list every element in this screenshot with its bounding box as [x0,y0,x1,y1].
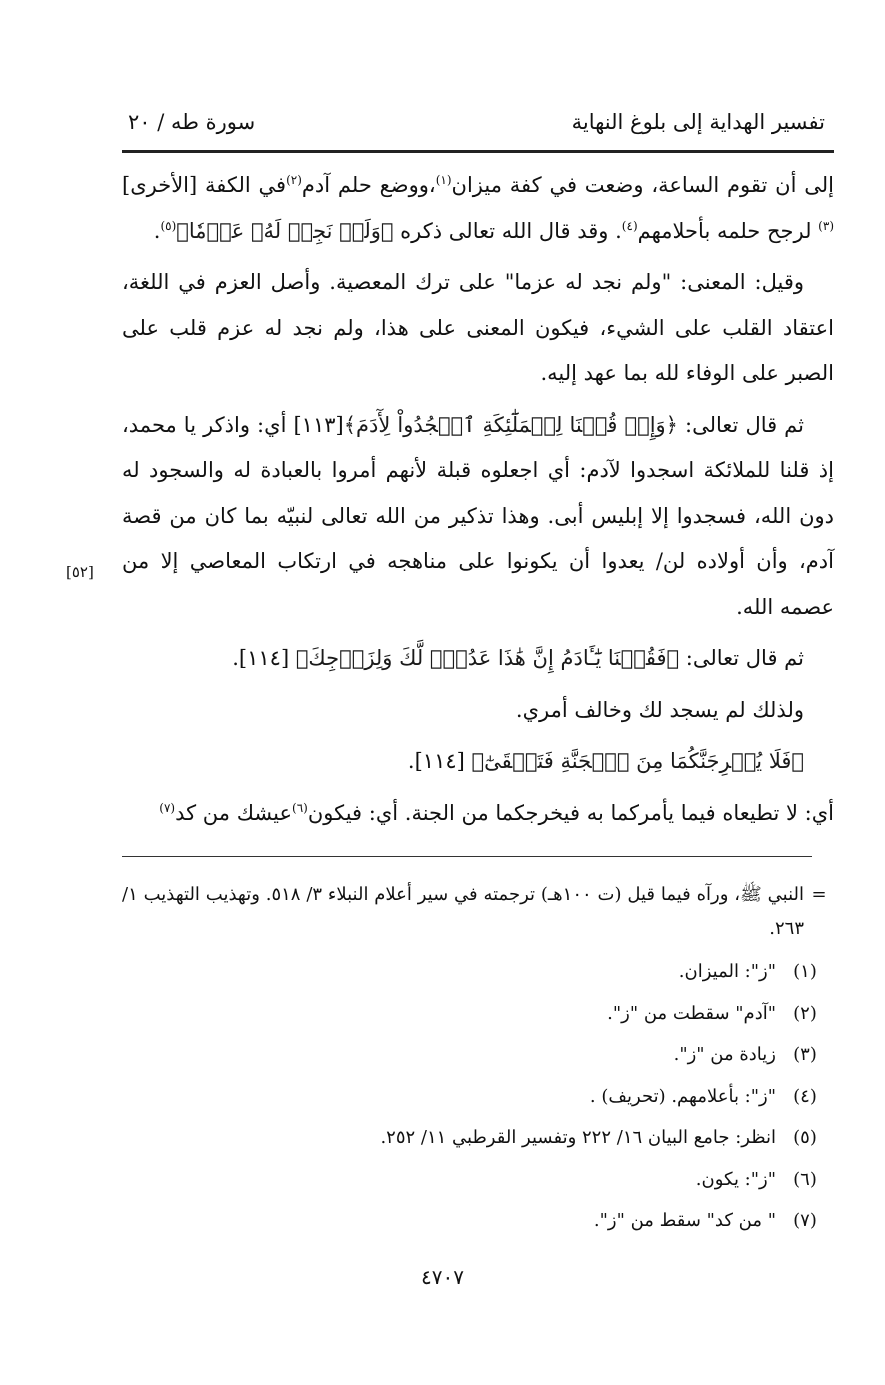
paragraph-4 [122,636,834,682]
footnote-number: (٣) [793,1044,817,1065]
text-run: أي: لا تطيعاه فيما يأمركما به فيخرجكما من الجنة. أي: فيكون [307,800,834,825]
text-run: . [232,646,239,670]
paragraph-2: وقيل: المعنى: "ولم نجد له عزما" على ترك المعصية. وأصل العزم في اللغة، اعتقاد القلب على الشيء، فيكون المعنى على هذا، ولم نجد له عزم قلب على الصبر على الوفاء لله بما عهد إليه. [122,270,834,385]
text-run: . [153,218,161,243]
footnote-text: "ز": بأعلامهم. (تحريف) . [589,1085,776,1107]
footnote-ref-1: (١) [435,173,452,187]
text-run: في الكفة [الأخرى] [122,173,287,197]
footnote-number: (٤) [793,1085,817,1107]
footnote-ref-4: (٤) [621,218,638,233]
footnote-ref-2: (٢) [286,173,302,187]
text-run: . [407,749,415,773]
quran-verse: ﴿فَقُلۡنَا يَٰٓـَٔادَمُ إِنَّ هَٰذَا عَدُوّٞ لَّكَ وَلِزَوۡجِكَ﴾ [295,646,680,670]
footnote-number: (٧) [793,1210,817,1231]
footnote-text: زيادة من "ز". [673,1044,776,1065]
running-header-book-title: تفسير الهداية إلى بلوغ النهاية [571,110,825,134]
footnote-item [122,1200,834,1242]
footnote-text: النبي ﷺ، ورآه فيما قيل (ت ١٠٠هـ) ترجمته في سير أعلام النبلاء ٣/ ٥١٨. وتهذيب التهذيب ١/ ٢٦٣. [122,884,804,939]
text-run: لرجح حلمه بأحلامهم [637,218,819,243]
footnote-text: انظر: جامع البيان ١٦/ ٢٢٢ وتفسير القرطبي ١١/ ٢٥٢. [380,1127,776,1148]
page-number: ٤٧٠٧ [421,1265,464,1289]
paragraph-5: ولذلك لم يسجد لك وخالف أمري. [515,697,804,722]
paragraph-7 [122,791,834,837]
paragraph-3 [122,403,834,631]
running-header-surah: سورة طه / ٢٠ [128,110,256,134]
footnote-continuation [122,878,834,946]
text-run: أي: واذكر يا محمد، إذ قلنا للملائكة اسجدوا لآدم: أي اجعلوه قبلة لأنهم أمروا بالعبادة له والسجود له دون الله، فسجدوا إلا إبليس أبى. وهذا تذكير من الله تعالى لنبيّه بما كان من قصة آدم، وأن أولاده لن/ يعدوا أن يكونوا على مناهجه في ارتكاب المعاصي إلا من عصمه الله. [122,412,834,619]
footnote-item [122,1076,834,1118]
footnote-number: (٦) [793,1168,817,1190]
paragraph-1 [122,163,834,254]
header-rule [122,150,834,153]
quran-verse: ﴿وَلَمۡ نَجِدۡ لَهُۥ عَزۡمٗا﴾ [176,218,394,243]
footnote-ref-7: (٧) [159,800,176,815]
footnote-number: (١) [793,961,817,982]
main-text [122,163,834,842]
text-run: عيشك من كد [175,800,292,825]
quran-verse: ﴿فَلَا يُخۡرِجَنَّكُمَا مِنَ ٱلۡجَنَّةِ فَتَشۡقَىٰٓ﴾ [471,749,804,773]
text-run: إلى أن تقوم الساعة، وضعت في كفة ميزان [451,173,834,197]
text-run: ثم قال تعالى: [679,646,804,670]
text-run: . وقد قال الله تعالى ذكره [393,218,622,243]
footnote-text: "ز": الميزان. [678,961,776,982]
footnote-ref-3: (٣) [818,218,834,233]
footnote-text: "ز": يكون. [695,1168,776,1190]
footnote-item [122,1034,834,1076]
footnote-item [122,951,834,993]
footnote-number: (٥) [793,1127,817,1148]
footnote-item [122,993,834,1035]
footnote-separator [122,856,812,857]
continuation-mark: = [811,884,827,905]
text-run: ،ووضع حلم آدم [301,173,436,197]
text-run: ثم قال تعالى: [677,412,805,437]
footnote-ref-6: (٦) [292,800,308,815]
footnote-number: (٢) [793,1002,817,1024]
footnote-item [122,1117,834,1159]
footnotes [122,878,834,1242]
footnote-text: "آدم" سقطت من "ز". [607,1002,776,1024]
quran-verse: ﴿وَإِذۡ قُلۡنَا لِلۡمَلَٰٓئِكَةِ ٱسۡجُدُواْ لِأٓدَمَ﴾ [343,412,678,437]
verse-number: [١١٤] [414,749,465,773]
footnote-ref-5: (٥) [160,218,177,233]
verse-number: [١١٣] [293,412,344,437]
footnote-item [122,1159,834,1201]
margin-folio-note: [٥٢] [66,563,94,581]
paragraph-6 [122,739,834,785]
verse-number: [١١٤] [238,646,290,670]
footnote-text: " من كد" سقط من "ز". [593,1210,776,1231]
